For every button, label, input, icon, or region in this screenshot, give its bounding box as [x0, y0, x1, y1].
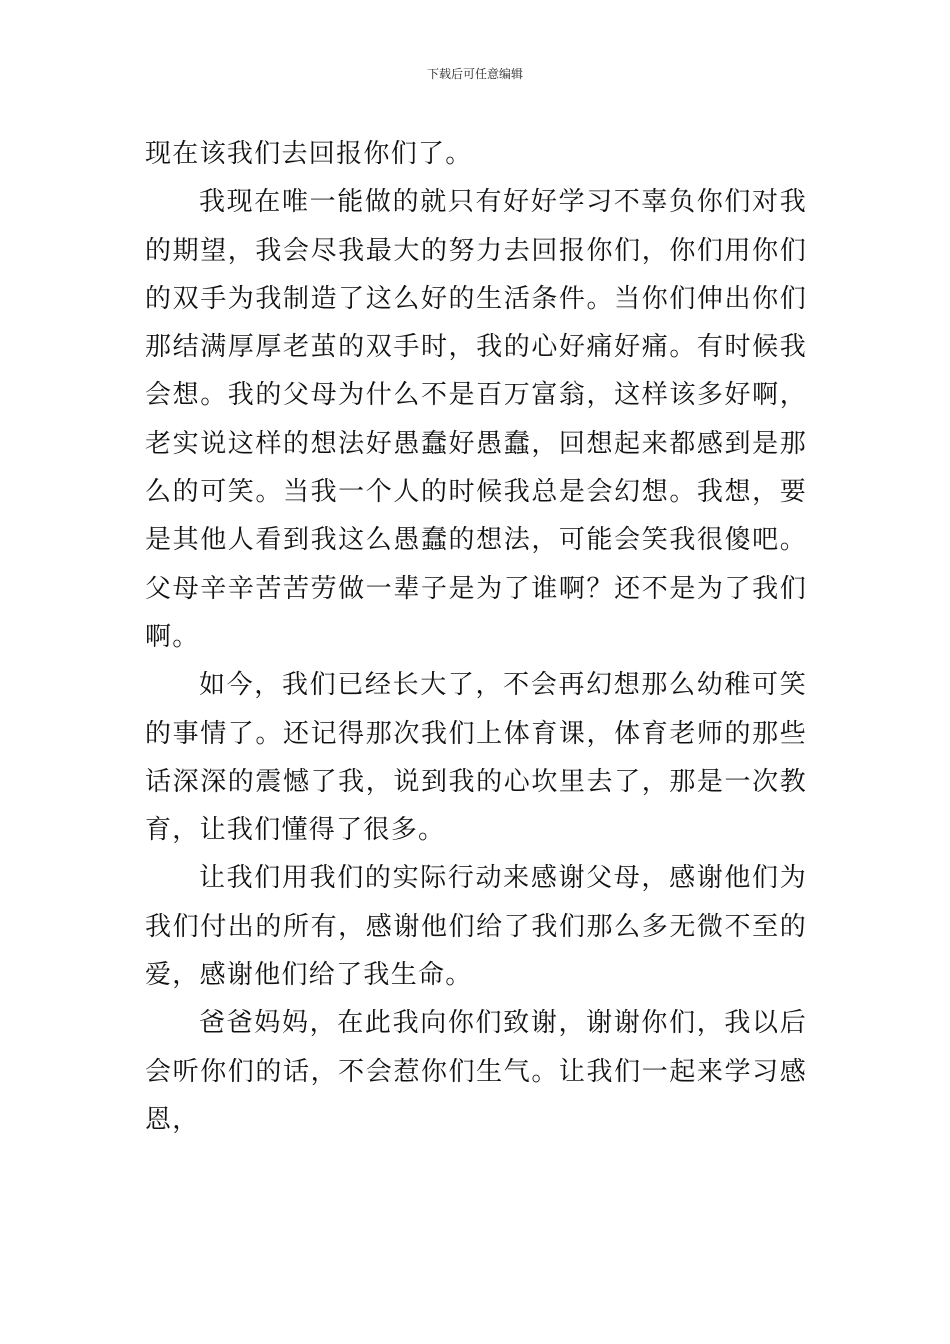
paragraph-2: 我现在唯一能做的就只有好好学习不辜负你们对我的期望，我会尽我最大的努力去回报你们，你们用你们的双手为我制造了这么好的生活条件。当你们伸出你们那结满厚厚老茧的双手时，我的心好痛好痛。有时候我会想。我的父母为什么不是百万富翁，这样该多好啊，老实说这样的想法好愚蠢好愚蠢，回想起来都感到是那么的可笑。当我一个人的时候我总是会幻想。我想，要是其他人看到我这么愚蠢的想法，可能会笑我很傻吧。父母辛辛苦苦劳做一辈子是为了谁啊？还不是为了我们啊。	[145, 187, 807, 652]
page-header: 下载后可任意编辑	[426, 67, 523, 81]
paragraph-1: 现在该我们去回报你们了。	[145, 139, 473, 169]
paragraph-4: 让我们用我们的实际行动来感谢父母，感谢他们为我们付出的所有，感谢他们给了我们那么多无微不至的爱，感谢他们给了我生命。	[145, 863, 807, 991]
paragraph-5: 爸爸妈妈，在此我向你们致谢，谢谢你们，我以后会听你们的话，不会惹你们生气。让我们一起来学习感恩，	[145, 1008, 807, 1135]
document-body	[145, 130, 807, 1144]
paragraph-3: 如今，我们已经长大了，不会再幻想那么幼稚可笑的事情了。还记得那次我们上体育课，体育老师的那些话深深的震憾了我，说到我的心坎里去了，那是一次教育，让我们懂得了很多。	[145, 670, 807, 846]
